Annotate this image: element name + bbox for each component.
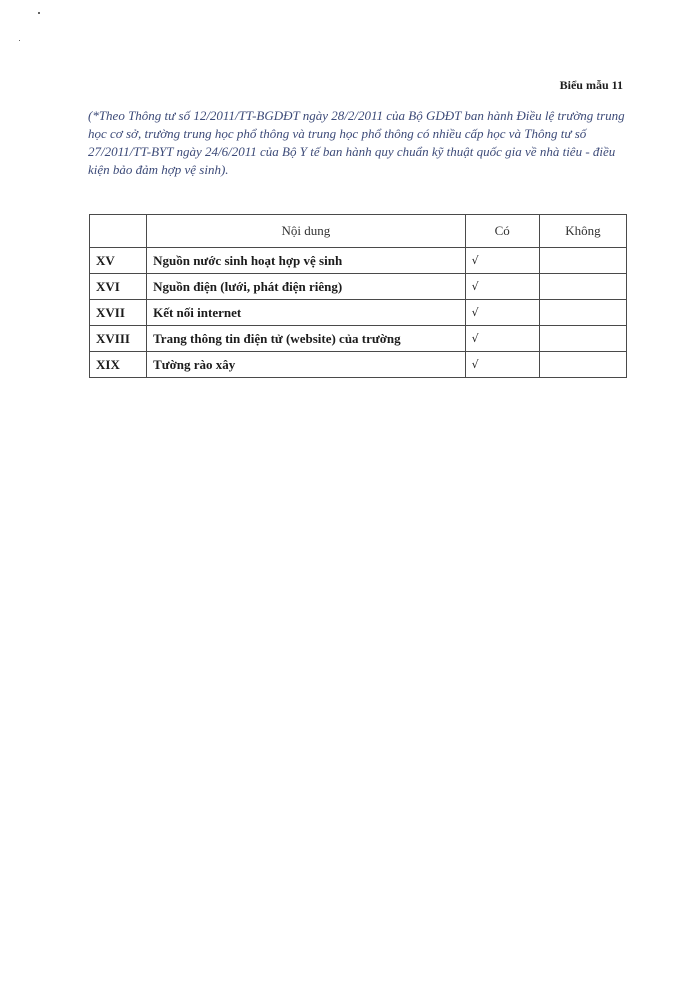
facility-checklist-table bbox=[89, 214, 627, 378]
table-row bbox=[90, 274, 627, 300]
table-row bbox=[90, 352, 627, 378]
row-yes-check: √ bbox=[465, 352, 539, 378]
row-number: XVIII bbox=[90, 326, 147, 352]
row-no-check bbox=[539, 248, 626, 274]
table-row bbox=[90, 326, 627, 352]
row-yes-check: √ bbox=[465, 326, 539, 352]
row-number: XIX bbox=[90, 352, 147, 378]
header-content: Nội dung bbox=[147, 215, 466, 248]
row-yes-check: √ bbox=[465, 248, 539, 274]
row-content: Trang thông tin điện tử (website) của trường bbox=[147, 326, 466, 352]
scan-speck bbox=[38, 12, 40, 14]
legal-note: (*Theo Thông tư số 12/2011/TT-BGDĐT ngày 28/2/2011 của Bộ GDĐT ban hành Điều lệ trường trung học cơ sở, trường trung học phổ thông và trung học phổ thông có nhiều cấp học và Thông tư số 27/2011/TT-BYT ngày 24/6/2011 của Bộ Y tế ban hành quy chuẩn kỹ thuật quốc gia về nhà tiêu - điều kiện bảo đảm hợp vệ sinh). bbox=[88, 108, 625, 177]
row-content: Tường rào xây bbox=[147, 352, 466, 378]
row-content: Nguồn điện (lưới, phát điện riêng) bbox=[147, 274, 466, 300]
row-no-check bbox=[539, 300, 626, 326]
row-no-check bbox=[539, 326, 626, 352]
row-content: Kết nối internet bbox=[147, 300, 466, 326]
table-row bbox=[90, 300, 627, 326]
row-yes-check: √ bbox=[465, 300, 539, 326]
row-number: XVII bbox=[90, 300, 147, 326]
row-yes-check: √ bbox=[465, 274, 539, 300]
header-number bbox=[90, 215, 147, 248]
table-row bbox=[90, 248, 627, 274]
row-no-check bbox=[539, 352, 626, 378]
form-label: Biểu mẫu 11 bbox=[559, 78, 623, 92]
header-no: Không bbox=[539, 215, 626, 248]
row-number: XVI bbox=[90, 274, 147, 300]
header-yes: Có bbox=[465, 215, 539, 248]
table-header-row bbox=[90, 215, 627, 248]
row-content: Nguồn nước sinh hoạt hợp vệ sinh bbox=[147, 248, 466, 274]
row-number: XV bbox=[90, 248, 147, 274]
scan-speck bbox=[19, 40, 20, 41]
row-no-check bbox=[539, 274, 626, 300]
